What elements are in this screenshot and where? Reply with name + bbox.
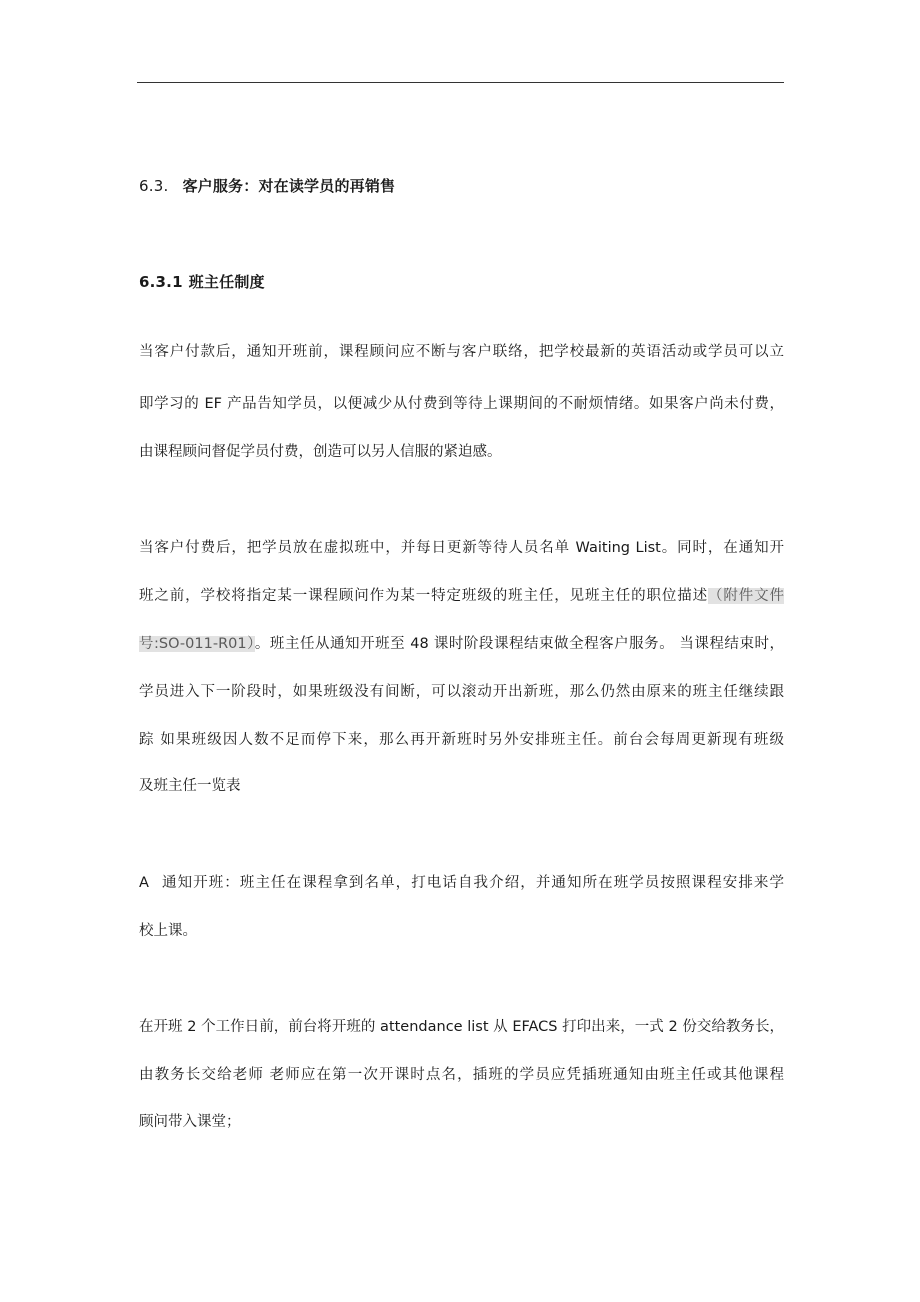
- paragraph-3-line-3: 顾问带入课堂；: [139, 1114, 241, 1130]
- paragraph-1-line-3: 由课程顾问督促学员付费，创造可以另人信服的紧迫感。: [139, 444, 502, 460]
- paragraph-2-line-2-text: 班之前，学校将指定某一课程顾问作为某一特定班级的班主任，见班主任的职位描述: [139, 588, 708, 604]
- item-a-line-1: [139, 873, 784, 893]
- paragraph-2-line-5: 踪 如果班级因人数不足而停下来，那么再开新班时另外安排班主任。前台会每周更新现有班级: [139, 732, 784, 748]
- item-a-text: 通知开班：班主任在课程拿到名单，打电话自我介绍，并通知所在班学员按照课程安排来学: [160, 875, 784, 891]
- paragraph-1-line-2: 即学习的 EF 产品告知学员，以便减少从付费到等待上课期间的不耐烦情绪。如果客户尚未付费，: [139, 396, 784, 412]
- paragraph-3-line-1: 在开班 2 个工作日前，前台将开班的 attendance list 从 EFACS 打印出来，一式 2 份交给教务长，: [139, 1019, 784, 1035]
- item-a-line-2: 校上课。: [139, 923, 197, 939]
- section-heading: [139, 175, 395, 196]
- paragraph-2-line-3: [139, 634, 784, 654]
- subsection-heading: [139, 271, 265, 292]
- paragraph-2-line-3-text: 。班主任从通知开班至 48 课时阶段课程结束做全程客户服务。 当课程结束时，: [254, 636, 785, 652]
- paragraph-1-line-1: 当客户付款后，通知开班前，课程顾问应不断与客户联络，把学校最新的英语活动或学员可以立: [139, 344, 784, 360]
- paragraph-2-line-4: 学员进入下一阶段时，如果班级没有间断，可以滚动开出新班，那么仍然由原来的班主任继续跟: [139, 684, 784, 700]
- item-a-letter: A: [139, 875, 149, 891]
- paragraph-3-line-2: 由教务长交给老师 老师应在第一次开课时点名，插班的学员应凭插班通知由班主任或其他课程: [139, 1067, 784, 1083]
- section-number: 6.3.: [139, 177, 169, 195]
- header-rule: [137, 82, 784, 83]
- attachment-reference-end: 号:SO-011-R01）: [139, 636, 255, 652]
- paragraph-2-line-6: 及班主任一览表: [139, 778, 241, 794]
- section-title: 客户服务：对在读学员的再销售: [182, 177, 396, 195]
- subsection-number: 6.3.1: [139, 273, 183, 291]
- paragraph-2-line-1: 当客户付费后，把学员放在虚拟班中，并每日更新等待人员名单 Waiting List。同时，在通知开: [139, 540, 784, 556]
- attachment-reference-start: （附件文件: [707, 588, 784, 604]
- paragraph-2-line-2: [139, 586, 784, 606]
- subsection-title: 班主任制度: [188, 273, 265, 291]
